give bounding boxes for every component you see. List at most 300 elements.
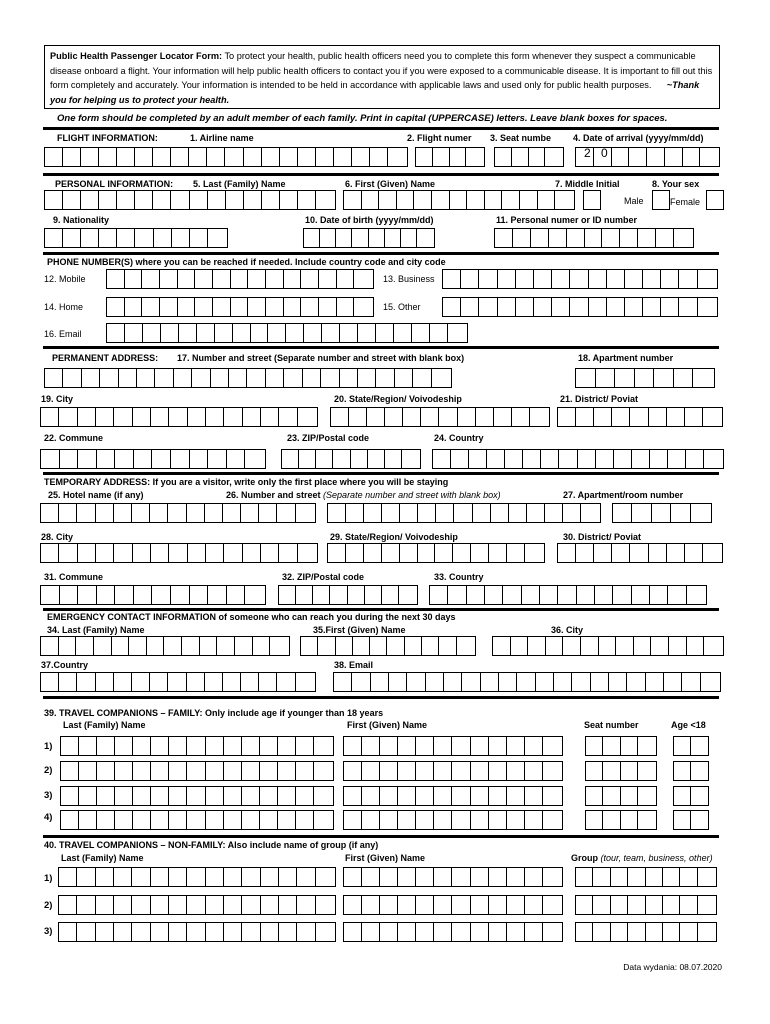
char-box[interactable]: [205, 504, 223, 522]
char-box[interactable]: [115, 450, 134, 468]
char-box[interactable]: [362, 762, 380, 780]
char-box[interactable]: [643, 270, 661, 288]
char-box[interactable]: [491, 504, 509, 522]
char-box[interactable]: [531, 229, 549, 247]
char-box[interactable]: [534, 298, 552, 316]
char-box[interactable]: [398, 762, 416, 780]
char-box[interactable]: [135, 191, 153, 209]
char-box[interactable]: [638, 737, 655, 755]
char-box[interactable]: [224, 737, 242, 755]
char-box[interactable]: [45, 369, 63, 387]
char-box[interactable]: [192, 369, 210, 387]
char-box[interactable]: [522, 586, 540, 604]
char-box[interactable]: [382, 586, 399, 604]
char-box[interactable]: [284, 270, 302, 288]
char-box[interactable]: [187, 673, 205, 691]
char-box[interactable]: [206, 737, 224, 755]
char-box[interactable]: [507, 544, 525, 562]
char-box[interactable]: [114, 923, 132, 941]
char-box[interactable]: [45, 148, 63, 166]
char-box[interactable]: [190, 229, 208, 247]
char-box[interactable]: [647, 148, 665, 166]
char-box[interactable]: [489, 737, 507, 755]
char-box[interactable]: [507, 737, 525, 755]
char-box[interactable]: [593, 923, 610, 941]
family-4-first-boxes[interactable]: [343, 810, 563, 830]
char-box[interactable]: [117, 229, 135, 247]
char-box[interactable]: [63, 369, 81, 387]
char-box[interactable]: [115, 762, 133, 780]
char-box[interactable]: [188, 544, 206, 562]
char-box[interactable]: [489, 544, 507, 562]
char-box[interactable]: [577, 586, 595, 604]
family-4-last-boxes[interactable]: [60, 810, 334, 830]
char-box[interactable]: [489, 762, 507, 780]
char-box[interactable]: [481, 673, 499, 691]
char-box[interactable]: [316, 191, 334, 209]
char-box[interactable]: [471, 868, 489, 886]
char-box[interactable]: [646, 896, 663, 914]
char-box[interactable]: [416, 762, 434, 780]
char-box[interactable]: [213, 298, 231, 316]
char-box[interactable]: [172, 229, 190, 247]
char-box[interactable]: [674, 811, 691, 829]
char-box[interactable]: [321, 369, 339, 387]
char-box[interactable]: [259, 673, 277, 691]
char-box[interactable]: [282, 450, 299, 468]
char-box[interactable]: [362, 868, 380, 886]
char-box[interactable]: [400, 504, 418, 522]
char-box[interactable]: [61, 737, 79, 755]
char-box[interactable]: [151, 408, 169, 426]
char-box[interactable]: [301, 270, 319, 288]
char-box[interactable]: [117, 191, 135, 209]
char-box[interactable]: [133, 737, 151, 755]
char-box[interactable]: [701, 673, 719, 691]
char-box[interactable]: [151, 811, 169, 829]
char-box[interactable]: [398, 868, 416, 886]
char-box[interactable]: [418, 504, 436, 522]
perm-apartment-boxes[interactable]: [575, 368, 715, 388]
char-box[interactable]: [603, 762, 620, 780]
char-box[interactable]: [589, 298, 607, 316]
char-box[interactable]: [206, 544, 224, 562]
char-box[interactable]: [452, 762, 470, 780]
char-box[interactable]: [41, 504, 59, 522]
char-box[interactable]: [280, 191, 298, 209]
char-box[interactable]: [398, 737, 416, 755]
char-box[interactable]: [596, 450, 614, 468]
char-box[interactable]: [485, 191, 503, 209]
char-box[interactable]: [668, 586, 686, 604]
char-box[interactable]: [362, 787, 380, 805]
char-box[interactable]: [450, 148, 467, 166]
char-box[interactable]: [443, 270, 461, 288]
char-box[interactable]: [525, 762, 543, 780]
char-box[interactable]: [512, 148, 529, 166]
char-box[interactable]: [115, 586, 134, 604]
char-box[interactable]: [114, 504, 132, 522]
char-box[interactable]: [698, 923, 715, 941]
personal-number-boxes[interactable]: [494, 228, 694, 248]
char-box[interactable]: [137, 369, 155, 387]
char-box[interactable]: [495, 229, 513, 247]
char-box[interactable]: [698, 868, 715, 886]
char-box[interactable]: [81, 191, 99, 209]
char-box[interactable]: [525, 868, 543, 886]
family-2-seat-boxes[interactable]: [585, 761, 657, 781]
char-box[interactable]: [664, 673, 682, 691]
char-box[interactable]: [434, 787, 452, 805]
char-box[interactable]: [632, 586, 650, 604]
char-box[interactable]: [190, 191, 208, 209]
char-box[interactable]: [376, 369, 394, 387]
nonfamily-1-first-boxes[interactable]: [343, 867, 563, 887]
char-box[interactable]: [299, 450, 316, 468]
temp-country-boxes[interactable]: [429, 585, 707, 605]
char-box[interactable]: [674, 737, 691, 755]
char-box[interactable]: [224, 787, 242, 805]
char-box[interactable]: [416, 896, 434, 914]
char-box[interactable]: [63, 148, 81, 166]
char-box[interactable]: [380, 868, 398, 886]
char-box[interactable]: [516, 270, 534, 288]
family-2-last-boxes[interactable]: [60, 761, 334, 781]
char-box[interactable]: [354, 298, 372, 316]
char-box[interactable]: [314, 737, 332, 755]
char-box[interactable]: [603, 787, 620, 805]
char-box[interactable]: [586, 787, 603, 805]
char-box[interactable]: [635, 369, 655, 387]
nonfamily-3-group-boxes[interactable]: [575, 922, 717, 942]
char-box[interactable]: [330, 586, 347, 604]
char-box[interactable]: [630, 544, 648, 562]
char-box[interactable]: [114, 544, 132, 562]
char-box[interactable]: [529, 148, 546, 166]
char-box[interactable]: [153, 191, 171, 209]
char-box[interactable]: [536, 673, 554, 691]
char-box[interactable]: [344, 191, 362, 209]
char-box[interactable]: [473, 504, 491, 522]
char-box[interactable]: [213, 270, 231, 288]
char-box[interactable]: [336, 637, 353, 655]
family-1-last-boxes[interactable]: [60, 736, 334, 756]
char-box[interactable]: [698, 896, 715, 914]
char-box[interactable]: [669, 637, 687, 655]
perm-state-boxes[interactable]: [330, 407, 550, 427]
char-box[interactable]: [96, 868, 114, 886]
char-box[interactable]: [336, 229, 352, 247]
char-box[interactable]: [461, 298, 479, 316]
char-box[interactable]: [609, 673, 627, 691]
char-box[interactable]: [96, 923, 114, 941]
char-box[interactable]: [132, 504, 150, 522]
char-box[interactable]: [385, 450, 402, 468]
char-box[interactable]: [59, 544, 77, 562]
char-box[interactable]: [674, 762, 691, 780]
char-box[interactable]: [187, 896, 205, 914]
char-box[interactable]: [41, 408, 59, 426]
char-box[interactable]: [530, 408, 548, 426]
char-box[interactable]: [346, 504, 364, 522]
char-box[interactable]: [134, 450, 153, 468]
char-box[interactable]: [152, 450, 171, 468]
char-box[interactable]: [362, 191, 380, 209]
char-box[interactable]: [607, 270, 625, 288]
char-box[interactable]: [462, 673, 480, 691]
char-box[interactable]: [630, 408, 648, 426]
char-box[interactable]: [458, 408, 476, 426]
char-box[interactable]: [114, 896, 132, 914]
char-box[interactable]: [570, 298, 588, 316]
char-box[interactable]: [555, 191, 573, 209]
char-box[interactable]: [663, 923, 680, 941]
char-box[interactable]: [247, 369, 265, 387]
char-box[interactable]: [190, 450, 209, 468]
char-box[interactable]: [687, 637, 705, 655]
female-box[interactable]: [706, 190, 724, 210]
char-box[interactable]: [439, 408, 457, 426]
char-box[interactable]: [364, 544, 382, 562]
char-box[interactable]: [266, 298, 284, 316]
em-last-name-boxes[interactable]: [40, 636, 290, 656]
nonfamily-3-first-boxes[interactable]: [343, 922, 563, 942]
char-box[interactable]: [467, 191, 485, 209]
char-box[interactable]: [187, 762, 205, 780]
char-box[interactable]: [457, 637, 474, 655]
char-box[interactable]: [125, 298, 143, 316]
char-box[interactable]: [319, 298, 337, 316]
char-box[interactable]: [195, 270, 213, 288]
perm-zip-boxes[interactable]: [281, 449, 421, 469]
char-box[interactable]: [334, 673, 352, 691]
char-box[interactable]: [296, 586, 313, 604]
char-box[interactable]: [266, 270, 284, 288]
char-box[interactable]: [278, 787, 296, 805]
char-box[interactable]: [94, 637, 112, 655]
nonfamily-1-last-boxes[interactable]: [58, 867, 336, 887]
char-box[interactable]: [171, 148, 189, 166]
char-box[interactable]: [224, 923, 242, 941]
char-box[interactable]: [206, 762, 224, 780]
char-box[interactable]: [206, 868, 224, 886]
family-1-seat-boxes[interactable]: [585, 736, 657, 756]
char-box[interactable]: [208, 586, 227, 604]
char-box[interactable]: [499, 673, 517, 691]
char-box[interactable]: [132, 896, 150, 914]
char-box[interactable]: [593, 896, 610, 914]
char-box[interactable]: [297, 868, 315, 886]
char-box[interactable]: [81, 148, 99, 166]
char-box[interactable]: [99, 191, 117, 209]
char-box[interactable]: [432, 191, 450, 209]
char-box[interactable]: [99, 229, 117, 247]
char-box[interactable]: [638, 229, 656, 247]
char-box[interactable]: [151, 737, 169, 755]
char-box[interactable]: [279, 923, 297, 941]
char-box[interactable]: [656, 229, 674, 247]
char-box[interactable]: [498, 270, 516, 288]
seat-number-boxes[interactable]: [494, 147, 564, 167]
char-box[interactable]: [155, 369, 173, 387]
char-box[interactable]: [369, 229, 385, 247]
char-box[interactable]: [628, 896, 645, 914]
char-box[interactable]: [628, 923, 645, 941]
char-box[interactable]: [704, 637, 722, 655]
perm-country-boxes[interactable]: [432, 449, 724, 469]
char-box[interactable]: [354, 270, 372, 288]
char-box[interactable]: [685, 408, 703, 426]
char-box[interactable]: [119, 369, 137, 387]
char-box[interactable]: [394, 324, 412, 342]
char-box[interactable]: [646, 673, 664, 691]
char-box[interactable]: [77, 923, 95, 941]
temp-hotel-boxes[interactable]: [40, 503, 316, 523]
char-box[interactable]: [395, 369, 413, 387]
char-box[interactable]: [152, 586, 171, 604]
char-box[interactable]: [316, 450, 333, 468]
char-box[interactable]: [479, 270, 497, 288]
perm-district-boxes[interactable]: [557, 407, 723, 427]
char-box[interactable]: [344, 762, 362, 780]
char-box[interactable]: [195, 298, 213, 316]
char-box[interactable]: [284, 369, 302, 387]
char-box[interactable]: [333, 450, 350, 468]
char-box[interactable]: [78, 450, 97, 468]
char-box[interactable]: [243, 544, 261, 562]
char-box[interactable]: [280, 148, 298, 166]
char-box[interactable]: [540, 586, 558, 604]
char-box[interactable]: [585, 229, 603, 247]
char-box[interactable]: [114, 673, 132, 691]
char-box[interactable]: [691, 811, 708, 829]
char-box[interactable]: [434, 737, 452, 755]
nationality-boxes[interactable]: [44, 228, 228, 248]
char-box[interactable]: [160, 298, 178, 316]
char-box[interactable]: [546, 637, 564, 655]
char-box[interactable]: [545, 148, 562, 166]
char-box[interactable]: [649, 544, 667, 562]
char-box[interactable]: [107, 270, 125, 288]
char-box[interactable]: [241, 673, 259, 691]
char-box[interactable]: [60, 450, 79, 468]
char-box[interactable]: [704, 450, 722, 468]
char-box[interactable]: [270, 637, 288, 655]
char-box[interactable]: [262, 148, 280, 166]
char-box[interactable]: [134, 586, 153, 604]
char-box[interactable]: [461, 270, 479, 288]
char-box[interactable]: [117, 148, 135, 166]
char-box[interactable]: [268, 324, 286, 342]
char-box[interactable]: [523, 450, 541, 468]
char-box[interactable]: [313, 586, 330, 604]
char-box[interactable]: [503, 586, 521, 604]
char-box[interactable]: [41, 586, 60, 604]
char-box[interactable]: [197, 324, 215, 342]
em-first-name-boxes[interactable]: [300, 636, 476, 656]
char-box[interactable]: [337, 298, 355, 316]
char-box[interactable]: [663, 868, 680, 886]
char-box[interactable]: [296, 811, 314, 829]
char-box[interactable]: [135, 148, 153, 166]
char-box[interactable]: [190, 586, 209, 604]
char-box[interactable]: [398, 811, 416, 829]
char-box[interactable]: [349, 408, 367, 426]
char-box[interactable]: [576, 896, 593, 914]
char-box[interactable]: [225, 148, 243, 166]
char-box[interactable]: [150, 673, 168, 691]
char-box[interactable]: [147, 637, 165, 655]
char-box[interactable]: [314, 762, 332, 780]
char-box[interactable]: [543, 923, 561, 941]
char-box[interactable]: [412, 324, 430, 342]
perm-city-boxes[interactable]: [40, 407, 318, 427]
char-box[interactable]: [224, 762, 242, 780]
char-box[interactable]: [260, 762, 278, 780]
flight-number-boxes[interactable]: [415, 147, 485, 167]
char-box[interactable]: [448, 586, 466, 604]
char-box[interactable]: [160, 270, 178, 288]
char-box[interactable]: [133, 762, 151, 780]
char-box[interactable]: [450, 191, 468, 209]
char-box[interactable]: [224, 544, 242, 562]
char-box[interactable]: [41, 544, 59, 562]
nonfamily-2-last-boxes[interactable]: [58, 895, 336, 915]
char-box[interactable]: [543, 787, 561, 805]
char-box[interactable]: [298, 191, 316, 209]
char-box[interactable]: [380, 811, 398, 829]
char-box[interactable]: [358, 369, 376, 387]
char-box[interactable]: [586, 762, 603, 780]
char-box[interactable]: [169, 408, 187, 426]
char-box[interactable]: [489, 811, 507, 829]
char-box[interactable]: [278, 762, 296, 780]
nonfamily-3-last-boxes[interactable]: [58, 922, 336, 942]
char-box[interactable]: [151, 923, 169, 941]
char-box[interactable]: [187, 737, 205, 755]
char-box[interactable]: [646, 923, 663, 941]
char-box[interactable]: [559, 450, 577, 468]
first-name-boxes[interactable]: [343, 190, 575, 210]
char-box[interactable]: [469, 450, 487, 468]
char-box[interactable]: [507, 811, 525, 829]
char-box[interactable]: [352, 229, 368, 247]
char-box[interactable]: [398, 787, 416, 805]
em-email-boxes[interactable]: [333, 672, 721, 692]
char-box[interactable]: [433, 450, 451, 468]
char-box[interactable]: [169, 737, 187, 755]
char-box[interactable]: [279, 896, 297, 914]
char-box[interactable]: [679, 298, 697, 316]
char-box[interactable]: [703, 408, 721, 426]
family-2-age-boxes[interactable]: [673, 761, 709, 781]
char-box[interactable]: [403, 408, 421, 426]
char-box[interactable]: [397, 191, 415, 209]
char-box[interactable]: [545, 504, 563, 522]
char-box[interactable]: [691, 787, 708, 805]
char-box[interactable]: [489, 868, 507, 886]
char-box[interactable]: [200, 637, 218, 655]
char-box[interactable]: [142, 298, 160, 316]
char-box[interactable]: [388, 148, 406, 166]
char-box[interactable]: [178, 270, 196, 288]
char-box[interactable]: [129, 637, 147, 655]
char-box[interactable]: [426, 673, 444, 691]
char-box[interactable]: [380, 787, 398, 805]
char-box[interactable]: [337, 270, 355, 288]
char-box[interactable]: [63, 229, 81, 247]
char-box[interactable]: [297, 923, 315, 941]
